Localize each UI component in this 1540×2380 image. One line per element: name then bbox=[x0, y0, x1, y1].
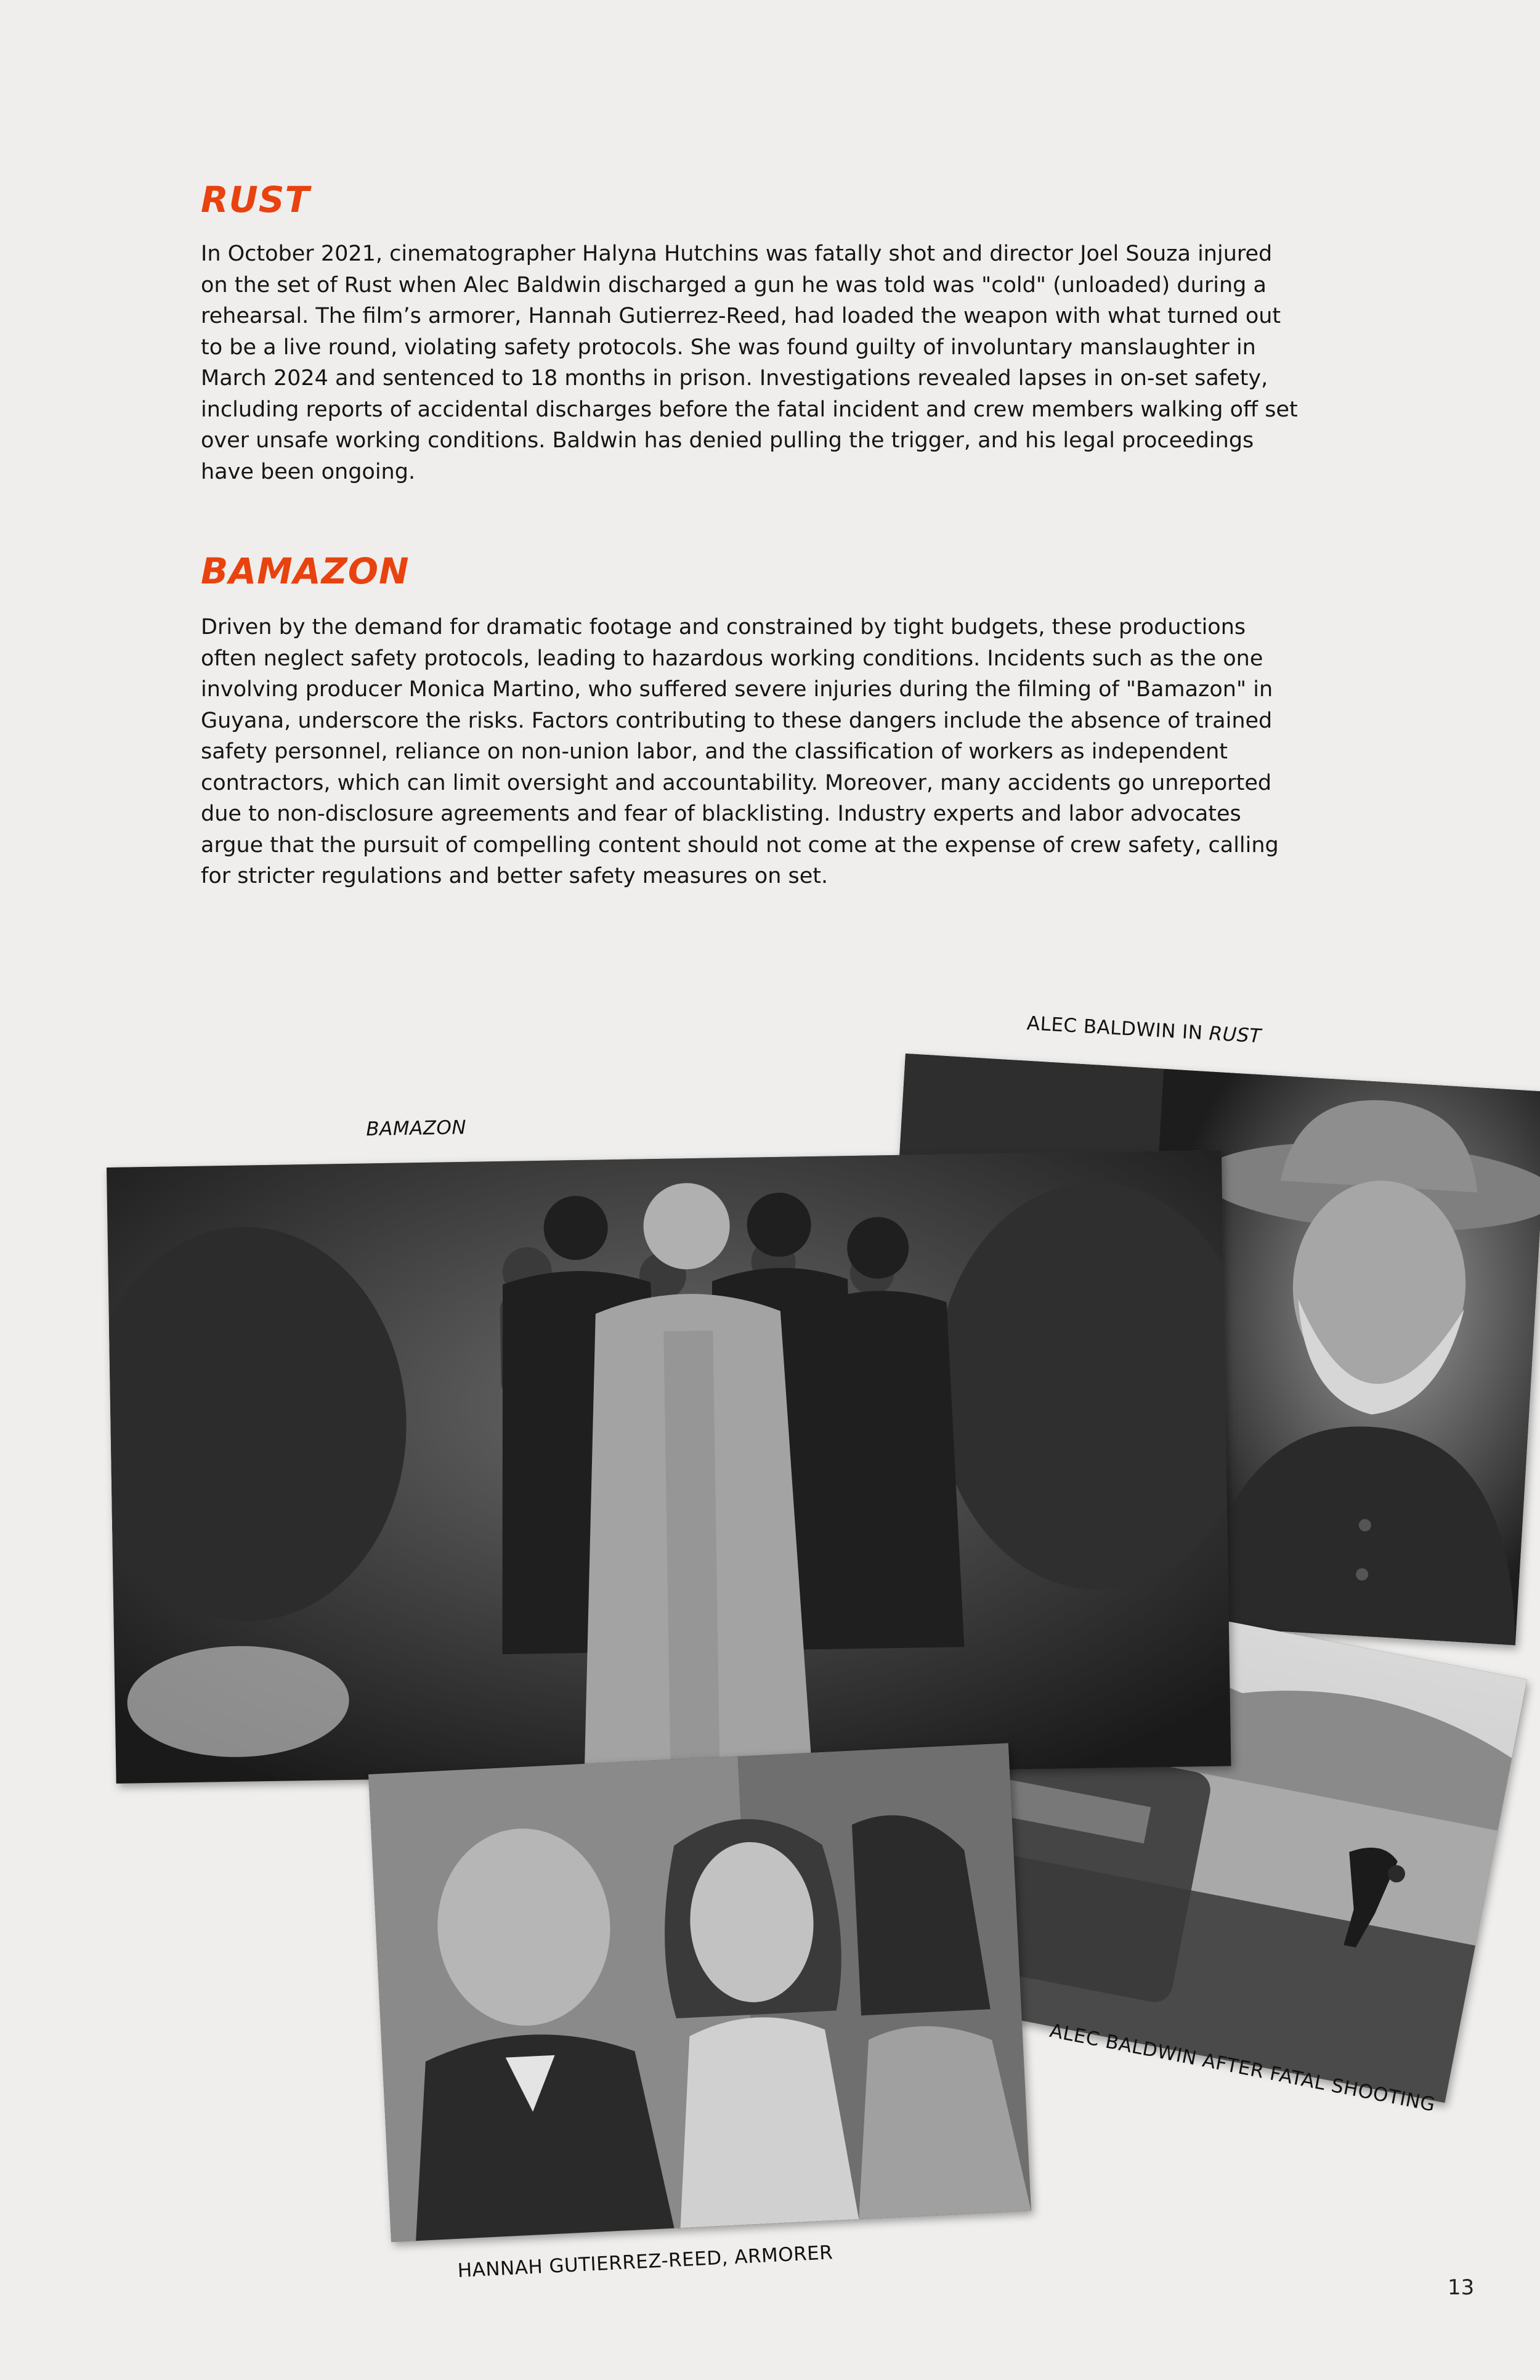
rust-body-text: In October 2021, cinematographer Halyna Hutchins was fatally shot and director Joel Souza injured on the set of Rust when Alec Baldwin discharged a gun he was told was "cold" (unloaded) during a rehearsal. The film’s armorer, Hannah Gutierrez-Reed, had loaded the weapon with what turned out to be a live round, violating safety protocols. She was found guilty of involuntary manslaughter in March 2024 and sentenced to 18 months in prison. Investigations revealed lapses in on-set safety, including reports of accidental discharges before the fatal incident and crew members walking off set over unsafe working conditions. Baldwin has denied pulling the trigger, and his legal proceedings have been ongoing. bbox=[201, 242, 1298, 484]
caption-rust-title: RUST bbox=[1208, 1022, 1262, 1048]
caption-alec-rust-prefix: ALEC BALDWIN IN bbox=[1026, 1012, 1210, 1045]
caption-alec-baldwin-in-rust bbox=[1026, 1012, 1262, 1047]
rust-heading: RUST bbox=[201, 179, 310, 221]
photo-hannah-gutierrez-reed bbox=[368, 1743, 1031, 2242]
bamazon-body-text: Driven by the demand for dramatic footage and constrained by tight budgets, these productions often neglect safety protocols, leading to hazardous working conditions. Incidents such as the one involving producer Monica Martino, who suffered severe injuries during the filming of "Bamazon" in Guyana, underscore the risks. Factors contributing to these dangers include the absence of trained safety personnel, reliance on non-union labor, and the classification of workers as independent contractors, which can limit oversight and accountability. Moreover, many accidents go unreported due to non-disclosure agreements and fear of blacklisting. Industry experts and labor advocates argue that the pursuit of compelling content should not come at the expense of crew safety, calling for stricter regulations and better safety measures on set. bbox=[201, 615, 1279, 888]
caption-bamazon: BAMAZON bbox=[366, 1116, 467, 1140]
bamazon-heading: BAMAZON bbox=[201, 550, 410, 592]
photo-bamazon bbox=[107, 1150, 1231, 1784]
page-number: 13 bbox=[1448, 2275, 1475, 2300]
caption-hannah-armorer: HANNAH GUTIERREZ-REED, ARMORER bbox=[457, 2241, 834, 2282]
caption-alec-baldwin-after-shooting: ALEC BALDWIN AFTER FATAL SHOOTING bbox=[1048, 2020, 1437, 2116]
